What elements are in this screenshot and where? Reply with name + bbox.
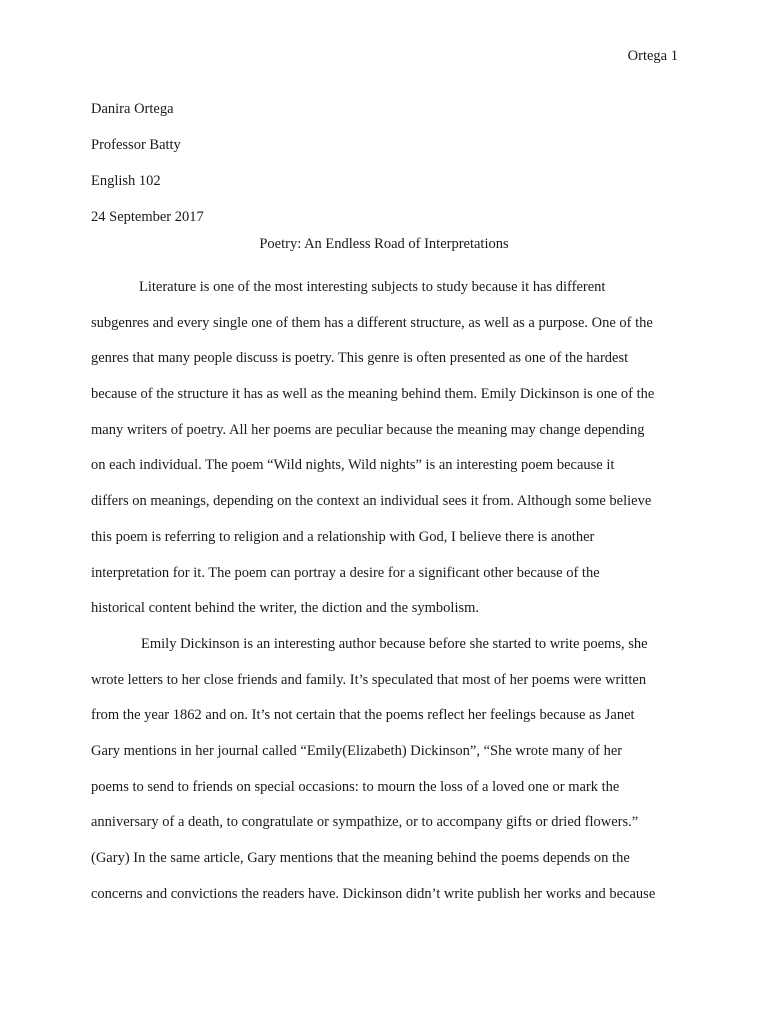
date: 24 September 2017 [91,209,204,225]
course-name: English 102 [91,173,161,189]
paragraph-line: differs on meanings, depending on the context an individual sees it from. Although some believe [91,493,652,510]
paragraph-line: genres that many people discuss is poetry. This genre is often presented as one of the hardest [91,350,629,367]
paragraph-line: poems to send to friends on special occasions: to mourn the loss of a loved one or mark the [91,778,620,795]
paragraph-line: wrote letters to her close friends and family. It’s speculated that most of her poems were written [91,671,647,688]
paragraph-line: Literature is one of the most interesting subjects to study because it has different [139,279,606,295]
paragraph-line: Emily Dickinson is an interesting author because before she started to write poems, she [141,635,648,652]
paragraph-line: Gary mentions in her journal called “Emily(Elizabeth) Dickinson”, “She wrote many of her [91,742,623,759]
essay-title: Poetry: An Endless Road of Interpretations [259,236,509,252]
paragraph-line: concerns and convictions the readers have. Dickinson didn’t write publish her works and because [91,885,656,902]
paragraph-line: (Gary) In the same article, Gary mentions that the meaning behind the poems depends on the [91,850,630,866]
essay-body [91,270,681,912]
author-name: Danira Ortega [91,101,174,117]
paragraph-line: from the year 1862 and on. It’s not certain that the poems reflect her feelings because as Janet [91,707,635,724]
running-header: Ortega 1 [627,48,678,64]
paragraph-line: historical content behind the writer, the diction and the symbolism. [91,600,480,617]
mla-heading [91,91,681,235]
paragraph-line: anniversary of a death, to congratulate or sympathize, or to accompany gifts or dried flowers.” [91,814,639,831]
paragraph-line: many writers of poetry. All her poems are peculiar because the meaning may change depending [91,421,645,438]
paragraph-line: interpretation for it. The poem can portray a desire for a significant other because of the [91,564,600,581]
paragraph-line: this poem is referring to religion and a relationship with God, I believe there is another [91,528,595,545]
paragraph-line: subgenres and every single one of them has a different structure, as well as a purpose. One of the [91,314,653,331]
paragraph-line: on each individual. The poem “Wild nights, Wild nights” is an interesting poem because it [91,457,615,474]
professor-name: Professor Batty [91,137,181,153]
paragraph-line: because of the structure it has as well as the meaning behind them. Emily Dickinson is one of the [91,386,655,403]
